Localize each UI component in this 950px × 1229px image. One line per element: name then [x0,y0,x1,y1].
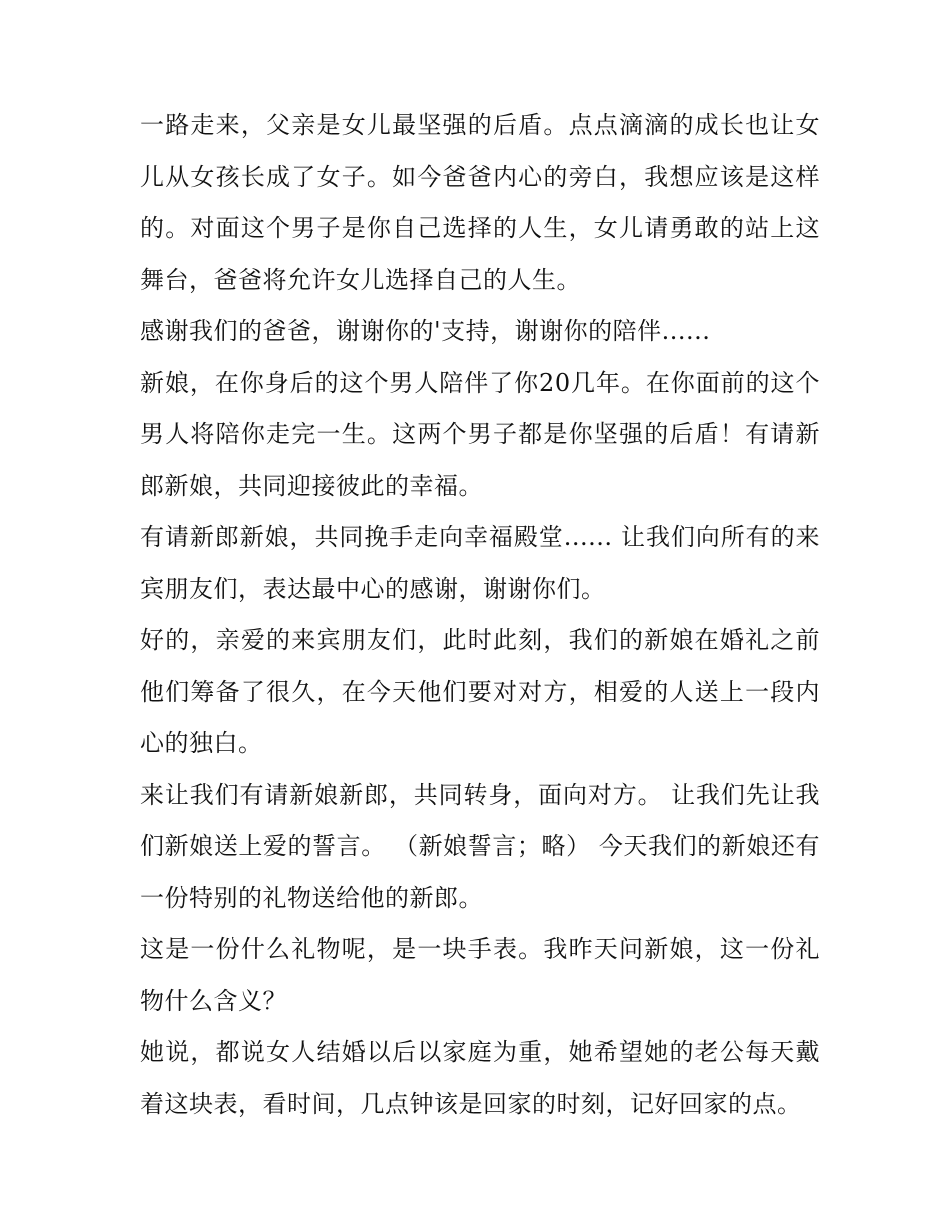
paragraph: 感谢我们的爸爸，谢谢你的'支持，谢谢你的陪伴...... [140,317,711,345]
paragraph: 她说，都说女人结婚以后以家庭为重，她希望她的老公每天戴着这块表，看时间，几点钟该是回家的时刻，记好回家的点。 [140,1038,820,1118]
paragraph: 一路走来，父亲是女儿最坚强的后盾。点点滴滴的成长也让女儿从女孩长成了女子。如今爸爸内心的旁白，我想应该是这样的。对面这个男子是你自己选择的人生，女儿请勇敢的站上这舞台，爸爸将允许女儿选择自己的人生。 [140,111,820,294]
paragraph: 有请新郎新娘，共同挽手走向幸福殿堂...... 让我们向所有的来宾朋友们，表达最中心的感谢，谢谢你们。 [140,523,820,603]
paragraph: 来让我们有请新娘新郎，共同转身，面向对方。 让我们先让我们新娘送上爱的誓言。 （新娘誓言；略） 今天我们的新娘还有一份特别的礼物送给他的新郎。 [140,780,820,912]
document-body [140,100,820,1130]
paragraph: 新娘，在你身后的这个男人陪伴了你20几年。在你面前的这个男人将陪你走完一生。这两个男子都是你坚强的后盾！有请新郎新娘，共同迎接彼此的幸福。 [140,368,820,500]
paragraph: 这是一份什么礼物呢，是一块手表。我昨天问新娘，这一份礼物什么含义？ [140,935,820,1015]
paragraph: 好的，亲爱的来宾朋友们，此时此刻，我们的新娘在婚礼之前他们筹备了很久，在今天他们要对对方，相爱的人送上一段内心的独白。 [140,626,820,757]
